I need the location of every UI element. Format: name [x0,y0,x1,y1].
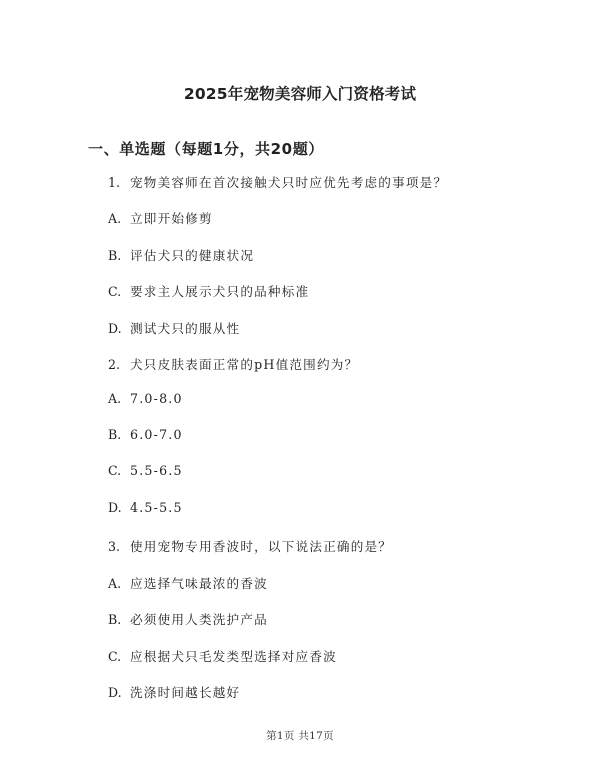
question-line [108,172,447,191]
line-text: 犬只皮肤表面正常的pH值范围约为？ [130,357,359,372]
line-label: D. [108,500,122,515]
line-text: 测试犬只的服从性 [130,321,241,336]
line-label: C. [108,463,122,478]
option-line [108,682,240,701]
option-line [108,573,268,592]
line-text: 应根据犬只毛发类型选择对应香波 [130,649,337,664]
option-line [108,427,183,442]
line-label: 1. [108,175,121,190]
line-text: 宠物美容师在首次接触犬只时应优先考虑的事项是？ [130,175,448,190]
line-text: 4.5-5.5 [130,500,183,515]
option-line [108,208,213,227]
document-title: 2025年宠物美容师入门资格考试 [183,85,417,103]
page-footer: 第1页 共17页 [266,730,334,742]
option-line [108,646,337,665]
section-heading: 一、单选题（每题1分，共20题） [88,140,324,158]
line-text: 洗涤时间越长越好 [130,685,241,700]
line-text: 5.5-6.5 [130,463,183,478]
line-label: B. [108,248,122,263]
option-line [108,281,309,300]
line-label: D. [108,321,122,336]
line-label: A. [108,576,122,591]
question-line [108,354,358,373]
line-label: 3. [108,539,121,554]
question-line [108,536,392,555]
line-label: A. [108,391,122,406]
option-line [108,245,254,264]
line-text: 使用宠物专用香波时，以下说法正确的是？ [130,539,393,554]
option-line [108,609,268,628]
line-label: D. [108,685,122,700]
option-line [108,318,240,337]
line-text: 立即开始修剪 [130,211,213,226]
line-label: C. [108,284,122,299]
option-line [108,391,183,406]
line-text: 评估犬只的健康状况 [130,248,255,263]
line-label: A. [108,211,122,226]
option-line [108,500,183,515]
line-label: B. [108,427,122,442]
line-text: 6.0-7.0 [130,427,183,442]
line-text: 应选择气味最浓的香波 [130,576,268,591]
line-text: 必须使用人类洗护产品 [130,612,268,627]
line-text: 要求主人展示犬只的品种标准 [130,284,310,299]
line-label: C. [108,649,122,664]
line-label: 2. [108,357,121,372]
line-text: 7.0-8.0 [130,391,183,406]
option-line [108,463,183,478]
line-label: B. [108,612,122,627]
